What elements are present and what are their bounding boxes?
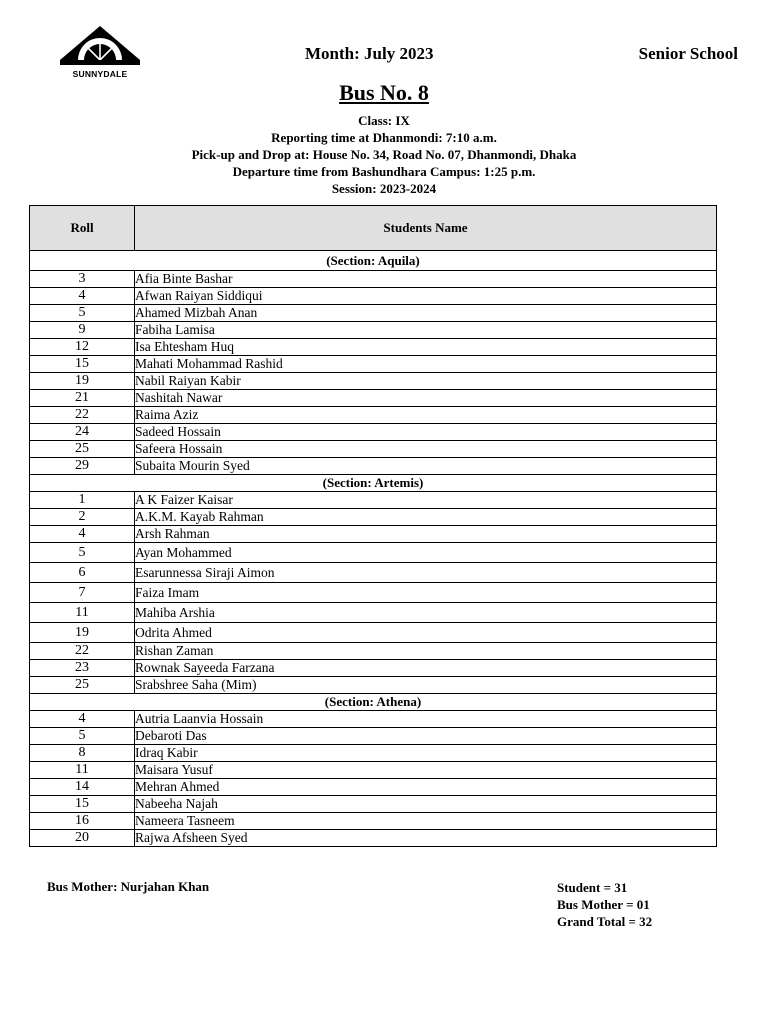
name-cell: Mahati Mohammad Rashid — [135, 356, 717, 373]
roll-cell: 23 — [30, 660, 135, 677]
roll-cell: 1 — [30, 492, 135, 509]
table-row — [30, 830, 717, 847]
name-cell: Nashitah Nawar — [135, 390, 717, 407]
table-row — [30, 779, 717, 796]
roll-cell: 16 — [30, 813, 135, 830]
table-row — [30, 623, 717, 643]
roll-cell: 2 — [30, 509, 135, 526]
roll-cell: 5 — [30, 305, 135, 322]
section-row — [30, 475, 717, 492]
table-body — [30, 251, 717, 847]
table-row — [30, 509, 717, 526]
roll-cell: 4 — [30, 526, 135, 543]
departure-line: Departure time from Bashundhara Campus: 1:25 p.m. — [232, 164, 536, 179]
name-cell: Mahiba Arshia — [135, 603, 717, 623]
table-row — [30, 458, 717, 475]
bus-mother-name: Bus Mother: Nurjahan Khan — [47, 879, 210, 894]
name-cell: Rownak Sayeeda Farzana — [135, 660, 717, 677]
table-row — [30, 288, 717, 305]
roll-cell: 12 — [30, 339, 135, 356]
roll-cell: 14 — [30, 779, 135, 796]
roll-cell: 5 — [30, 543, 135, 563]
name-cell: Afia Binte Bashar — [135, 271, 717, 288]
school-logo — [58, 24, 142, 80]
roll-cell: 8 — [30, 745, 135, 762]
name-cell: Odrita Ahmed — [135, 623, 717, 643]
section-label: (Section: Athena) — [30, 694, 717, 711]
roll-cell: 19 — [30, 623, 135, 643]
name-cell: Fabiha Lamisa — [135, 322, 717, 339]
table-row — [30, 526, 717, 543]
reporting-line: Reporting time at Dhanmondi: 7:10 a.m. — [271, 130, 497, 145]
roll-cell: 20 — [30, 830, 135, 847]
table-row — [30, 677, 717, 694]
name-cell: Arsh Rahman — [135, 526, 717, 543]
roll-cell: 22 — [30, 643, 135, 660]
roll-cell: 6 — [30, 563, 135, 583]
name-cell: Debaroti Das — [135, 728, 717, 745]
table-row — [30, 543, 717, 563]
roll-cell: 22 — [30, 407, 135, 424]
logo-text: SUNNYDALE — [72, 69, 128, 79]
name-cell: A K Faizer Kaisar — [135, 492, 717, 509]
roll-cell: 19 — [30, 373, 135, 390]
roll-cell: 9 — [30, 322, 135, 339]
roll-cell: 25 — [30, 677, 135, 694]
table-row — [30, 339, 717, 356]
page-title: Bus No. 8 — [339, 80, 429, 105]
name-cell: Esarunnessa Siraji Aimon — [135, 563, 717, 583]
roll-cell: 11 — [30, 603, 135, 623]
table-row — [30, 603, 717, 623]
roll-cell: 7 — [30, 583, 135, 603]
trip-info — [0, 112, 768, 197]
name-cell: Nabil Raiyan Kabir — [135, 373, 717, 390]
name-cell: Raima Aziz — [135, 407, 717, 424]
name-cell: A.K.M. Kayab Rahman — [135, 509, 717, 526]
name-cell: Nameera Tasneem — [135, 813, 717, 830]
name-cell: Afwan Raiyan Siddiqui — [135, 288, 717, 305]
student-table — [29, 205, 717, 847]
name-cell: Ahamed Mizbah Anan — [135, 305, 717, 322]
bus-mother-count: Bus Mother = 01 — [557, 897, 650, 912]
table-row — [30, 583, 717, 603]
name-cell: Subaita Mourin Syed — [135, 458, 717, 475]
name-cell: Maisara Yusuf — [135, 762, 717, 779]
class-line: Class: IX — [358, 113, 410, 128]
section-row — [30, 251, 717, 271]
student-count: Student = 31 — [557, 880, 628, 895]
name-cell: Safeera Hossain — [135, 441, 717, 458]
name-cell: Rishan Zaman — [135, 643, 717, 660]
table-row — [30, 492, 717, 509]
table-row — [30, 813, 717, 830]
table-row — [30, 762, 717, 779]
name-cell: Idraq Kabir — [135, 745, 717, 762]
name-cell: Faiza Imam — [135, 583, 717, 603]
section-label: (Section: Artemis) — [30, 475, 717, 492]
grand-total: Grand Total = 32 — [557, 914, 653, 929]
roll-cell: 3 — [30, 271, 135, 288]
table-row — [30, 424, 717, 441]
table-row — [30, 356, 717, 373]
name-cell: Isa Ehtesham Huq — [135, 339, 717, 356]
table-row — [30, 271, 717, 288]
table-row — [30, 373, 717, 390]
table-row — [30, 441, 717, 458]
name-cell: Mehran Ahmed — [135, 779, 717, 796]
school-label: Senior School — [638, 44, 738, 63]
table-row — [30, 643, 717, 660]
table-row — [30, 728, 717, 745]
name-cell: Sadeed Hossain — [135, 424, 717, 441]
roll-cell: 25 — [30, 441, 135, 458]
month-label: Month: July 2023 — [305, 44, 434, 63]
table-row — [30, 407, 717, 424]
roll-header: Roll — [30, 206, 135, 251]
totals — [557, 879, 652, 930]
section-label: (Section: Aquila) — [30, 251, 717, 271]
roll-cell: 15 — [30, 356, 135, 373]
name-cell: Ayan Mohammed — [135, 543, 717, 563]
pickup-line: Pick-up and Drop at: House No. 34, Road No. 07, Dhanmondi, Dhaka — [191, 147, 577, 162]
roll-cell: 24 — [30, 424, 135, 441]
table-row — [30, 745, 717, 762]
table-row — [30, 660, 717, 677]
name-cell: Autria Laanvia Hossain — [135, 711, 717, 728]
table-row — [30, 322, 717, 339]
table-row — [30, 305, 717, 322]
table-row — [30, 711, 717, 728]
table-row — [30, 390, 717, 407]
table-row — [30, 796, 717, 813]
roll-cell: 29 — [30, 458, 135, 475]
roll-cell: 5 — [30, 728, 135, 745]
name-cell: Nabeeha Najah — [135, 796, 717, 813]
table-row — [30, 563, 717, 583]
roll-cell: 4 — [30, 288, 135, 305]
roll-cell: 11 — [30, 762, 135, 779]
name-header: Students Name — [135, 206, 717, 251]
roll-cell: 21 — [30, 390, 135, 407]
name-cell: Rajwa Afsheen Syed — [135, 830, 717, 847]
table-header-row — [30, 206, 717, 251]
section-row — [30, 694, 717, 711]
roll-cell: 15 — [30, 796, 135, 813]
sunnydale-logo-icon — [58, 24, 142, 70]
roll-cell: 4 — [30, 711, 135, 728]
session-line: Session: 2023-2024 — [331, 181, 437, 196]
name-cell: Srabshree Saha (Mim) — [135, 677, 717, 694]
